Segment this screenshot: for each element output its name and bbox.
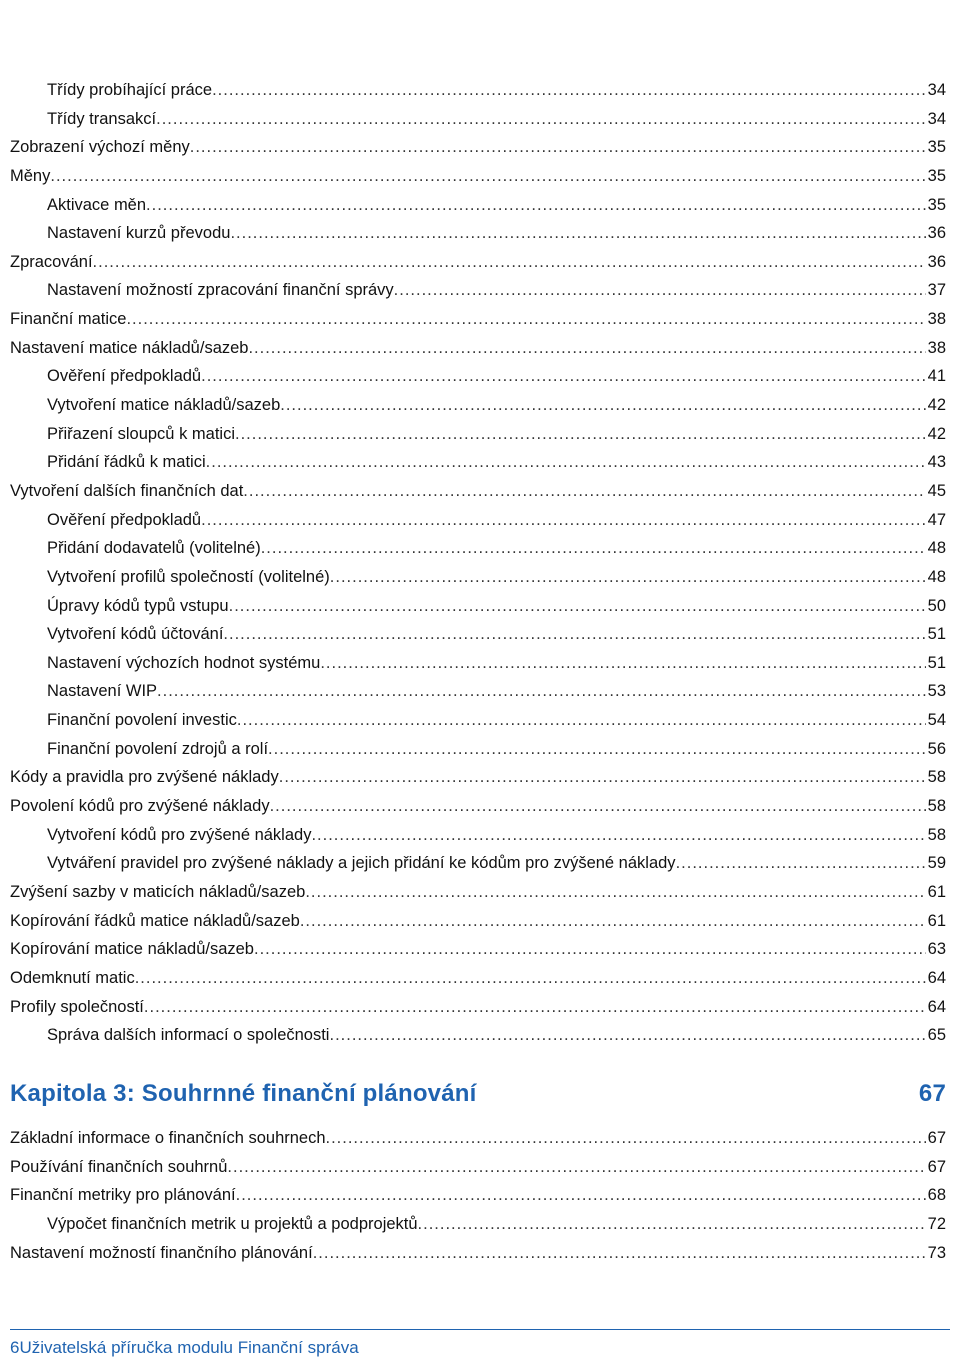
toc-entry[interactable]	[10, 878, 946, 907]
dot-leader	[254, 935, 926, 964]
toc-entry-label: Zobrazení výchozí měny	[10, 138, 190, 157]
toc-entry[interactable]	[10, 534, 946, 563]
page-footer: 6Uživatelská příručka modulu Finanční správa	[10, 1338, 359, 1357]
toc-entry-page-number: 53	[927, 682, 946, 701]
toc-entry-label: Vytvoření matice nákladů/sazeb	[47, 396, 281, 415]
toc-entry[interactable]	[10, 792, 946, 821]
toc-entry-label: Měny	[10, 166, 51, 185]
toc-entry-page-number: 51	[927, 625, 946, 644]
toc-entry-label: Třídy probíhající práce	[47, 81, 213, 99]
toc-entry-page-number: 67	[927, 1129, 946, 1147]
toc-entry[interactable]	[10, 821, 946, 850]
toc-entry[interactable]	[10, 649, 946, 678]
toc-entry[interactable]	[10, 76, 946, 105]
toc-entry-label: Nastavení možností zpracování finanční správy	[47, 281, 394, 300]
toc-entry-label: Používání finančních souhrnů	[10, 1157, 228, 1176]
toc-entry[interactable]	[10, 105, 946, 134]
toc-entry-label: Finanční metriky pro plánování	[10, 1186, 236, 1205]
toc-entry-label: Vytvoření profilů společností (volitelné)	[47, 567, 330, 586]
toc-entry-page-number: 35	[927, 166, 946, 185]
toc-entry-page-number: 42	[927, 396, 946, 415]
dot-leader	[305, 878, 925, 907]
dot-leader	[237, 706, 926, 735]
toc-entry-page-number: 59	[927, 854, 946, 873]
toc-entry-label: Aktivace měn	[47, 195, 147, 214]
dot-leader	[229, 592, 926, 621]
toc-entry-label: Kopírování řádků matice nákladů/sazeb	[10, 911, 300, 930]
toc-entry[interactable]	[10, 162, 946, 191]
dot-leader	[313, 1239, 926, 1268]
toc-entry[interactable]	[10, 907, 946, 936]
toc-entry-label: Přidání dodavatelů (volitelné)	[47, 539, 261, 558]
toc-entry-label: Výpočet finančních metrik u projektů a podprojektů	[47, 1214, 418, 1233]
dot-leader	[144, 993, 926, 1022]
chapter-title[interactable]: Kapitola 3: Souhrnné finanční plánování	[10, 1080, 477, 1107]
toc-entry[interactable]	[10, 592, 946, 621]
toc-entry-label: Povolení kódů pro zvýšené náklady	[10, 797, 270, 816]
toc-entry[interactable]	[10, 763, 946, 792]
dot-leader	[676, 849, 926, 878]
toc-entry[interactable]	[10, 133, 946, 162]
toc-entry-page-number: 38	[927, 338, 946, 357]
toc-entry-label: Nastavení možností finančního plánování	[10, 1243, 313, 1262]
toc-entry-page-number: 64	[927, 997, 946, 1016]
toc-entry-page-number: 38	[927, 310, 946, 329]
toc-entry[interactable]	[10, 1124, 946, 1153]
toc-entry[interactable]	[10, 849, 946, 878]
toc-entry-page-number: 68	[927, 1186, 946, 1205]
toc-entry-page-number: 45	[927, 481, 946, 500]
toc-entry-page-number: 35	[927, 138, 946, 157]
toc-entry-label: Nastavení výchozích hodnot systému	[47, 653, 321, 672]
dot-leader	[230, 219, 925, 248]
toc-entry-label: Vytvoření dalších finančních dat	[10, 481, 244, 500]
toc-entry-label: Profily společností	[10, 997, 144, 1016]
chapter-page-number: 67	[918, 1080, 946, 1107]
toc-entry[interactable]	[10, 420, 946, 449]
toc-entry[interactable]	[10, 506, 946, 535]
toc-entry-label: Správa dalších informací o společnosti	[47, 1026, 330, 1045]
toc-entry[interactable]	[10, 334, 946, 363]
dot-leader	[157, 677, 926, 706]
toc-entry[interactable]	[10, 1239, 946, 1268]
toc-entry[interactable]	[10, 1153, 946, 1182]
toc-entry[interactable]	[10, 620, 946, 649]
toc-entry-label: Nastavení WIP	[47, 682, 158, 701]
dot-leader	[206, 448, 926, 477]
dot-leader	[156, 105, 926, 134]
toc-entry[interactable]	[10, 563, 946, 592]
toc-entry[interactable]	[10, 362, 946, 391]
toc-entry-page-number: 63	[927, 940, 946, 959]
toc-entry-label: Finanční povolení investic	[47, 711, 237, 730]
footer-divider	[10, 1329, 950, 1330]
toc-entry-label: Zvýšení sazby v maticích nákladů/sazeb	[10, 882, 306, 901]
toc-entry-label: Nastavení kurzů převodu	[47, 224, 231, 243]
toc-entry-label: Třídy transakcí	[47, 109, 157, 128]
dot-leader	[227, 1153, 925, 1182]
table-of-contents-chapter-3	[10, 1124, 946, 1267]
toc-entry-label: Základní informace o finančních souhrnech	[10, 1129, 326, 1147]
toc-entry-label: Přidání řádků k matici	[47, 453, 206, 472]
toc-entry-page-number: 36	[927, 224, 946, 243]
dot-leader	[329, 1021, 925, 1050]
dot-leader	[330, 563, 926, 592]
toc-entry-label: Kopírování matice nákladů/sazeb	[10, 940, 254, 959]
toc-entry-page-number: 34	[927, 109, 946, 128]
toc-entry-label: Vytvoření kódů účtování	[47, 625, 224, 644]
toc-entry-label: Finanční povolení zdrojů a rolí	[47, 739, 269, 758]
toc-entry-page-number: 36	[927, 252, 946, 271]
toc-entry-page-number: 65	[927, 1026, 946, 1045]
toc-entry[interactable]	[10, 391, 946, 420]
dot-leader	[223, 620, 925, 649]
toc-entry-page-number: 48	[927, 567, 946, 586]
toc-entry-page-number: 61	[927, 911, 946, 930]
toc-entry[interactable]	[10, 706, 946, 735]
toc-entry-page-number: 67	[927, 1157, 946, 1176]
toc-entry-label: Úpravy kódů typů vstupu	[47, 596, 229, 615]
toc-entry-label: Kódy a pravidla pro zvýšené náklady	[10, 768, 279, 787]
dot-leader	[320, 649, 925, 678]
toc-entry[interactable]	[10, 964, 946, 993]
toc-entry[interactable]	[10, 248, 946, 277]
toc-entry[interactable]	[10, 276, 946, 305]
toc-entry[interactable]	[10, 1210, 946, 1239]
toc-entry[interactable]	[10, 993, 946, 1022]
toc-entry[interactable]	[10, 935, 946, 964]
dot-leader	[300, 907, 926, 936]
dot-leader	[279, 763, 926, 792]
chapter-heading[interactable]	[10, 1080, 946, 1108]
toc-entry-page-number: 58	[927, 797, 946, 816]
toc-entry-page-number: 51	[927, 653, 946, 672]
dot-leader	[268, 735, 926, 764]
toc-entry-page-number: 58	[927, 825, 946, 844]
toc-entry-label: Vytváření pravidel pro zvýšené náklady a jejich přidání ke kódům pro zvýšené náklady	[47, 854, 676, 873]
toc-entry-label: Ověření předpokladů	[47, 367, 202, 386]
dot-leader	[126, 305, 925, 334]
toc-entry-page-number: 56	[927, 739, 946, 758]
dot-leader	[135, 964, 926, 993]
toc-entry[interactable]	[10, 191, 946, 220]
dot-leader	[280, 391, 925, 420]
dot-leader	[418, 1210, 926, 1239]
toc-entry-page-number: 73	[927, 1243, 946, 1262]
toc-entry-page-number: 34	[927, 81, 946, 99]
toc-entry[interactable]	[10, 1181, 946, 1210]
dot-leader	[190, 133, 926, 162]
dot-leader	[201, 362, 926, 391]
dot-leader	[243, 477, 925, 506]
toc-entry-page-number: 43	[927, 453, 946, 472]
toc-entry[interactable]	[10, 448, 946, 477]
toc-entry-label: Ověření předpokladů	[47, 510, 202, 529]
toc-entry[interactable]	[10, 477, 946, 506]
dot-leader	[50, 162, 925, 191]
toc-entry[interactable]	[10, 219, 946, 248]
toc-entry-page-number: 54	[927, 711, 946, 730]
toc-entry-label: Odemknutí matic	[10, 968, 135, 987]
toc-entry-page-number: 42	[927, 424, 946, 443]
toc-entry-page-number: 47	[927, 510, 946, 529]
toc-entry-label: Přiřazení sloupců k matici	[47, 424, 235, 443]
dot-leader	[146, 191, 926, 220]
dot-leader	[261, 534, 926, 563]
dot-leader	[235, 420, 926, 449]
table-of-contents	[10, 76, 946, 1050]
toc-entry[interactable]	[10, 735, 946, 764]
toc-entry-label: Finanční matice	[10, 310, 127, 329]
toc-entry-page-number: 72	[927, 1214, 946, 1233]
dot-leader	[311, 821, 925, 850]
toc-entry[interactable]	[10, 677, 946, 706]
toc-entry-label: Vytvoření kódů pro zvýšené náklady	[47, 825, 312, 844]
dot-leader	[236, 1181, 926, 1210]
dot-leader	[212, 76, 926, 105]
toc-entry-page-number: 58	[927, 768, 946, 787]
dot-leader	[93, 248, 926, 277]
toc-entry-label: Zpracování	[10, 252, 93, 271]
toc-entry-page-number: 37	[927, 281, 946, 300]
dot-leader	[394, 276, 926, 305]
dot-leader	[201, 506, 926, 535]
toc-entry-page-number: 41	[927, 367, 946, 386]
toc-entry-page-number: 48	[927, 539, 946, 558]
toc-entry-label: Nastavení matice nákladů/sazeb	[10, 338, 249, 357]
toc-entry-page-number: 50	[927, 596, 946, 615]
toc-entry-page-number: 64	[927, 968, 946, 987]
toc-entry[interactable]	[10, 1021, 946, 1050]
dot-leader	[270, 792, 926, 821]
toc-entry-page-number: 61	[927, 882, 946, 901]
dot-leader	[248, 334, 925, 363]
toc-entry-page-number: 35	[927, 195, 946, 214]
dot-leader	[326, 1124, 926, 1153]
toc-entry[interactable]	[10, 305, 946, 334]
